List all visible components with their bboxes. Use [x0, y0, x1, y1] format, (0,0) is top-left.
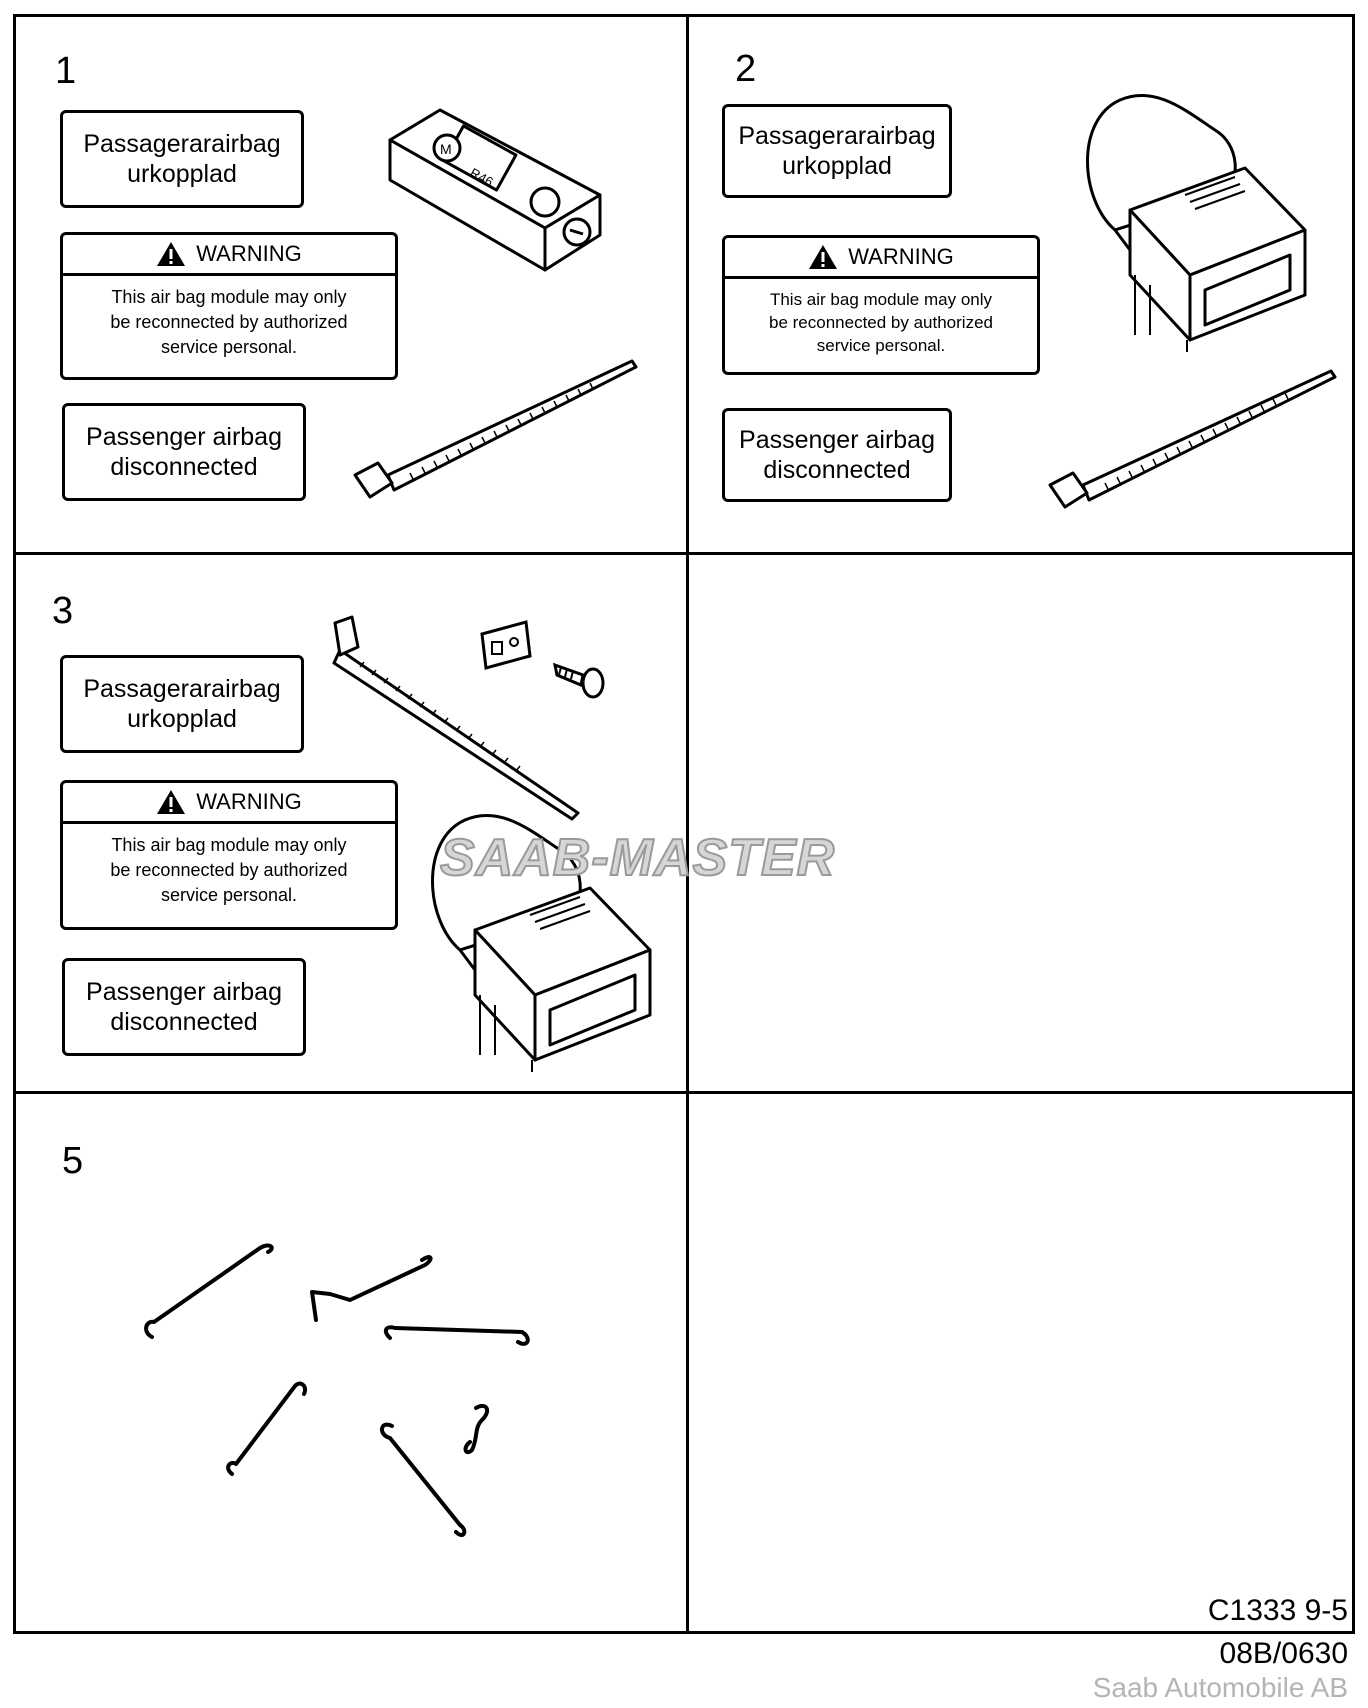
warning-line: service personal. — [160, 337, 298, 357]
figure-code: C1333 9-5 — [1207, 1594, 1348, 1627]
figure-date: 08B/0630 — [1219, 1637, 1348, 1670]
label-line: disconnected — [110, 453, 258, 481]
panel-number: 3 — [52, 590, 74, 632]
svg-text:M: M — [440, 141, 452, 157]
label-line: Passagerarairbag — [83, 130, 281, 158]
warning-line: This air bag module may only — [769, 290, 993, 309]
warning-text — [63, 276, 395, 360]
warning-line: This air bag module may only — [111, 287, 347, 307]
warning-text — [63, 824, 395, 908]
wire-clip — [386, 1327, 528, 1344]
label-line: Passagerarairbag — [738, 122, 936, 150]
label-swedish — [722, 104, 952, 198]
warning-text — [725, 279, 1037, 357]
panel-number: 1 — [55, 50, 77, 92]
label-line: Passenger airbag — [739, 426, 935, 454]
label-line: urkopplad — [782, 152, 892, 180]
label-line: Passenger airbag — [86, 978, 282, 1006]
wire-clip — [146, 1245, 272, 1337]
clip-icon — [478, 620, 533, 672]
company-name: Saab Automobile AB — [1092, 1672, 1348, 1703]
vertical-divider — [686, 17, 689, 1631]
horizontal-divider-1 — [16, 552, 1352, 555]
cable-tie-icon — [1045, 365, 1340, 515]
wire-clip — [312, 1257, 431, 1320]
warning-label — [60, 232, 398, 380]
warning-line: be reconnected by authorized — [769, 313, 993, 332]
connector-icon — [1075, 90, 1315, 350]
label-line: Passenger airbag — [86, 423, 282, 451]
warning-triangle-icon — [156, 241, 186, 267]
warning-line: This air bag module may only — [111, 835, 347, 855]
wire-clip — [382, 1425, 464, 1535]
wire-clip — [466, 1406, 488, 1452]
warning-header — [725, 238, 1037, 279]
warning-title: WARNING — [196, 241, 302, 266]
label-line: urkopplad — [127, 160, 237, 188]
label-english — [722, 408, 952, 502]
warning-label — [722, 235, 1040, 375]
warning-line: be reconnected by authorized — [110, 312, 348, 332]
cable-tie-icon — [350, 355, 640, 505]
warning-line: service personal. — [160, 885, 298, 905]
label-line: Passagerarairbag — [83, 675, 281, 703]
warning-triangle-icon — [156, 789, 186, 815]
horizontal-divider-2 — [16, 1091, 1352, 1094]
part-marking: R46 — [467, 164, 496, 190]
cable-tie-icon — [330, 615, 585, 825]
wire-clips-icon — [140, 1240, 540, 1540]
label-swedish — [60, 110, 304, 208]
warning-title: WARNING — [196, 789, 302, 814]
warning-line: service personal. — [816, 336, 946, 355]
label-line: disconnected — [763, 456, 911, 484]
panel-number: 2 — [735, 48, 757, 90]
panel-number: 5 — [62, 1140, 84, 1182]
warning-title: WARNING — [848, 244, 954, 269]
warning-header — [63, 235, 395, 276]
screw-icon — [553, 655, 608, 700]
label-swedish — [60, 655, 304, 753]
label-english — [62, 403, 306, 501]
label-english — [62, 958, 306, 1056]
watermark: SAAB-MASTER — [440, 829, 836, 887]
resistor-module-icon — [385, 110, 605, 275]
warning-triangle-icon — [808, 244, 838, 270]
wire-clip — [228, 1384, 305, 1474]
label-line: disconnected — [110, 1008, 258, 1036]
warning-line: be reconnected by authorized — [110, 860, 348, 880]
label-line: urkopplad — [127, 705, 237, 733]
